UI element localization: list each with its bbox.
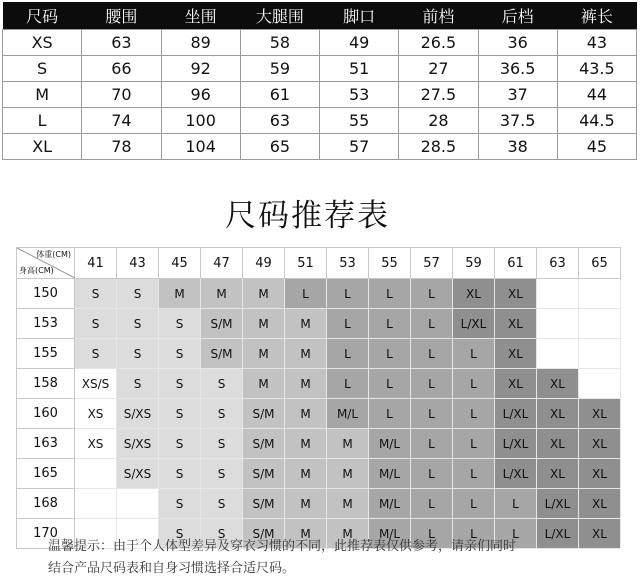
recommended-size-cell: M <box>243 369 285 399</box>
size-value-cell: 38 <box>478 134 557 160</box>
recommended-size-cell: L/XL <box>453 309 495 339</box>
recommended-size-cell: L <box>369 279 411 309</box>
recommended-size-cell <box>537 279 579 309</box>
size-value-cell: 100 <box>161 108 240 134</box>
recommended-size-cell: L <box>369 339 411 369</box>
height-row <box>17 459 621 489</box>
height-header-cell: 170 <box>17 519 75 549</box>
recommended-size-cell: L/XL <box>537 489 579 519</box>
recommended-size-cell: L/XL <box>537 519 579 549</box>
recommended-size-cell: XL <box>579 519 621 549</box>
recommended-size-cell: L <box>453 459 495 489</box>
recommended-size-cell: S/XS <box>117 399 159 429</box>
size-value-cell: 63 <box>82 30 161 56</box>
recommended-size-cell: L <box>453 369 495 399</box>
recommended-size-cell: XL <box>495 279 537 309</box>
recommended-size-cell: XS/S <box>75 369 117 399</box>
recommended-size-cell: XL <box>537 459 579 489</box>
weight-header-cell: 57 <box>411 248 453 279</box>
recommended-size-cell <box>579 339 621 369</box>
size-column-header: 大腿围 <box>240 2 319 30</box>
recommended-size-cell: S/M <box>201 309 243 339</box>
recommended-size-cell: M/L <box>369 459 411 489</box>
recommended-size-cell: L <box>327 369 369 399</box>
recommended-size-cell: L <box>411 519 453 549</box>
size-value-cell: 28.5 <box>399 134 478 160</box>
recommended-size-cell: S/XS <box>117 429 159 459</box>
height-header-cell: 163 <box>17 429 75 459</box>
recommended-size-cell: S <box>201 369 243 399</box>
recommended-size-cell: S <box>159 339 201 369</box>
size-value-cell: 66 <box>82 56 161 82</box>
size-value-cell: 53 <box>320 82 399 108</box>
recommended-size-cell: S <box>75 279 117 309</box>
recommended-size-cell: S <box>201 489 243 519</box>
recommended-size-cell: XL <box>579 459 621 489</box>
size-column-header: 后档 <box>478 2 557 30</box>
recommended-size-cell: S <box>159 429 201 459</box>
height-row <box>17 399 621 429</box>
size-value-cell: 37 <box>478 82 557 108</box>
recommended-size-cell: S <box>117 369 159 399</box>
size-column-header: 尺码 <box>3 2 82 30</box>
recommended-size-cell: S <box>201 399 243 429</box>
recommended-size-cell: M <box>285 519 327 549</box>
size-value-cell: 43 <box>557 30 636 56</box>
recommended-size-cell: S <box>159 459 201 489</box>
recommended-size-cell: S/M <box>243 519 285 549</box>
weight-header-cell: 55 <box>369 248 411 279</box>
size-row <box>3 56 637 82</box>
size-label-cell: XL <box>3 134 82 160</box>
size-value-cell: 61 <box>240 82 319 108</box>
recommended-size-cell: M <box>327 489 369 519</box>
recommended-size-cell: S <box>117 279 159 309</box>
size-column-header: 腰围 <box>82 2 161 30</box>
recommended-size-cell: L <box>495 519 537 549</box>
recommended-size-cell: L <box>453 489 495 519</box>
height-row <box>17 369 621 399</box>
recommended-size-cell: L <box>411 309 453 339</box>
weight-header-cell: 49 <box>243 248 285 279</box>
size-value-cell: 51 <box>320 56 399 82</box>
size-row <box>3 82 637 108</box>
recommended-size-cell: S <box>117 339 159 369</box>
recommended-size-cell: M <box>285 459 327 489</box>
recommended-size-cell: L <box>369 399 411 429</box>
weight-header-cell: 65 <box>579 248 621 279</box>
size-value-cell: 36.5 <box>478 56 557 82</box>
recommended-size-cell: L/XL <box>495 429 537 459</box>
recommended-size-cell: L <box>495 489 537 519</box>
recommended-size-cell: XL <box>495 369 537 399</box>
recommended-size-cell: L <box>411 369 453 399</box>
recommended-size-cell: M <box>243 309 285 339</box>
recommended-size-cell: M <box>327 459 369 489</box>
recommended-size-cell: S/M <box>243 429 285 459</box>
size-value-cell: 37.5 <box>478 108 557 134</box>
height-row <box>17 279 621 309</box>
recommended-size-cell: S <box>159 369 201 399</box>
recommended-size-cell <box>537 339 579 369</box>
recommended-size-cell: L <box>453 399 495 429</box>
weight-header-cell: 61 <box>495 248 537 279</box>
size-value-cell: 36 <box>478 30 557 56</box>
recommended-size-cell: L <box>327 309 369 339</box>
recommended-size-cell: L <box>411 339 453 369</box>
size-value-cell: 89 <box>161 30 240 56</box>
recommended-size-cell: M <box>159 279 201 309</box>
recommended-size-cell: M/L <box>369 519 411 549</box>
recommendation-weight-row <box>17 248 621 279</box>
height-header-cell: 158 <box>17 369 75 399</box>
header-corner-cell <box>17 248 75 279</box>
recommended-size-cell: XL <box>579 429 621 459</box>
size-label-cell: L <box>3 108 82 134</box>
weight-header-cell: 43 <box>117 248 159 279</box>
recommended-size-cell: S <box>159 519 201 549</box>
recommended-size-cell: M/L <box>369 429 411 459</box>
recommended-size-cell: S <box>201 519 243 549</box>
weight-header-cell: 45 <box>159 248 201 279</box>
size-value-cell: 96 <box>161 82 240 108</box>
recommended-size-cell: L <box>453 339 495 369</box>
size-value-cell: 45 <box>557 134 636 160</box>
recommended-size-cell: S <box>201 429 243 459</box>
recommended-size-cell: S/M <box>243 399 285 429</box>
weight-axis-label: 体重(CM) <box>36 250 71 259</box>
recommended-size-cell: L <box>411 489 453 519</box>
recommended-size-cell: L/XL <box>495 459 537 489</box>
recommended-size-cell: M <box>285 369 327 399</box>
recommendation-title: 尺码推荐表 <box>225 198 390 234</box>
recommended-size-cell: L <box>411 399 453 429</box>
size-row <box>3 30 637 56</box>
weight-header-cell: 41 <box>75 248 117 279</box>
recommended-size-cell: XS <box>75 399 117 429</box>
height-row <box>17 339 621 369</box>
recommended-size-cell: L <box>285 279 327 309</box>
recommendation-table <box>16 247 621 549</box>
recommended-size-cell: M <box>285 309 327 339</box>
size-value-cell: 74 <box>82 108 161 134</box>
size-value-cell: 28 <box>399 108 478 134</box>
recommended-size-cell <box>117 489 159 519</box>
recommended-size-cell: L <box>411 429 453 459</box>
recommended-size-cell: S/M <box>243 459 285 489</box>
size-label-cell: S <box>3 56 82 82</box>
height-row <box>17 429 621 459</box>
weight-header-cell: 59 <box>453 248 495 279</box>
size-label-cell: XS <box>3 30 82 56</box>
height-header-cell: 150 <box>17 279 75 309</box>
recommended-size-cell: L <box>327 339 369 369</box>
tip-note <box>48 536 618 580</box>
recommended-size-cell: XL <box>453 279 495 309</box>
height-row <box>17 489 621 519</box>
recommended-size-cell: XL <box>537 429 579 459</box>
size-value-cell: 57 <box>320 134 399 160</box>
weight-header-cell: 47 <box>201 248 243 279</box>
recommended-size-cell: XL <box>537 369 579 399</box>
recommended-size-cell: S <box>117 309 159 339</box>
weight-header-cell: 63 <box>537 248 579 279</box>
size-row <box>3 108 637 134</box>
size-column-header: 裤长 <box>557 2 636 30</box>
recommended-size-cell <box>579 369 621 399</box>
recommended-size-cell: M <box>285 429 327 459</box>
size-value-cell: 59 <box>240 56 319 82</box>
size-value-cell: 26.5 <box>399 30 478 56</box>
size-column-header: 前档 <box>399 2 478 30</box>
size-value-cell: 65 <box>240 134 319 160</box>
size-value-cell: 55 <box>320 108 399 134</box>
size-value-cell: 44 <box>557 82 636 108</box>
recommended-size-cell: S <box>75 339 117 369</box>
recommended-size-cell: M <box>327 429 369 459</box>
size-value-cell: 27 <box>399 56 478 82</box>
tip-note-line: 结合产品尺码表和自身习惯选择合适尺码。 <box>48 561 296 576</box>
recommended-size-cell: M/L <box>369 489 411 519</box>
recommended-size-cell: L <box>411 279 453 309</box>
recommended-size-cell: XL <box>537 399 579 429</box>
height-header-cell: 153 <box>17 309 75 339</box>
recommended-size-cell: S <box>159 489 201 519</box>
size-row <box>3 134 637 160</box>
height-header-cell: 168 <box>17 489 75 519</box>
recommended-size-cell <box>75 489 117 519</box>
recommended-size-cell: M <box>327 519 369 549</box>
recommended-size-cell: L <box>369 369 411 399</box>
recommended-size-cell: M <box>285 339 327 369</box>
recommended-size-cell: XL <box>495 309 537 339</box>
size-value-cell: 43.5 <box>557 56 636 82</box>
recommended-size-cell: L <box>453 519 495 549</box>
tip-note-line: 温馨提示：由于个人体型差异及穿衣习惯的不同，此推荐表仅供参考，请亲们同时 <box>48 539 517 554</box>
recommended-size-cell: L <box>327 279 369 309</box>
recommended-size-cell: M <box>285 399 327 429</box>
recommended-size-cell: S/M <box>201 339 243 369</box>
size-value-cell: 92 <box>161 56 240 82</box>
size-value-cell: 78 <box>82 134 161 160</box>
recommended-size-cell: M <box>243 339 285 369</box>
size-chart-header-row <box>3 2 637 30</box>
height-header-cell: 160 <box>17 399 75 429</box>
recommended-size-cell: XL <box>579 489 621 519</box>
recommended-size-cell: S <box>75 309 117 339</box>
size-value-cell: 63 <box>240 108 319 134</box>
size-value-cell: 27.5 <box>399 82 478 108</box>
recommended-size-cell: XL <box>495 339 537 369</box>
recommended-size-cell <box>579 309 621 339</box>
size-value-cell: 49 <box>320 30 399 56</box>
recommendation-body <box>17 279 621 549</box>
recommended-size-cell: S <box>159 309 201 339</box>
size-chart-body <box>3 30 637 160</box>
weight-header-cell: 53 <box>327 248 369 279</box>
height-axis-label: 身高(CM) <box>19 266 54 275</box>
recommended-size-cell: L <box>453 429 495 459</box>
recommended-size-cell: S/XS <box>117 459 159 489</box>
recommended-size-cell: S <box>159 399 201 429</box>
recommended-size-cell: S/M <box>243 489 285 519</box>
height-header-cell: 165 <box>17 459 75 489</box>
recommended-size-cell: M/L <box>327 399 369 429</box>
height-header-cell: 155 <box>17 339 75 369</box>
recommended-size-cell <box>75 459 117 489</box>
recommended-size-cell: M <box>285 489 327 519</box>
recommended-size-cell: XS <box>75 429 117 459</box>
recommended-size-cell: S <box>201 459 243 489</box>
recommended-size-cell: M <box>243 279 285 309</box>
recommended-size-cell: M <box>201 279 243 309</box>
size-column-header: 脚口 <box>320 2 399 30</box>
recommended-size-cell <box>579 279 621 309</box>
size-column-header: 坐围 <box>161 2 240 30</box>
size-value-cell: 104 <box>161 134 240 160</box>
recommended-size-cell: L <box>369 309 411 339</box>
size-value-cell: 44.5 <box>557 108 636 134</box>
weight-header-cell: 51 <box>285 248 327 279</box>
recommended-size-cell: XL <box>579 399 621 429</box>
size-value-cell: 58 <box>240 30 319 56</box>
size-chart-table <box>2 2 637 160</box>
recommended-size-cell: L <box>411 459 453 489</box>
size-label-cell: M <box>3 82 82 108</box>
size-value-cell: 70 <box>82 82 161 108</box>
recommended-size-cell: L/XL <box>495 399 537 429</box>
height-row <box>17 309 621 339</box>
recommended-size-cell <box>537 309 579 339</box>
